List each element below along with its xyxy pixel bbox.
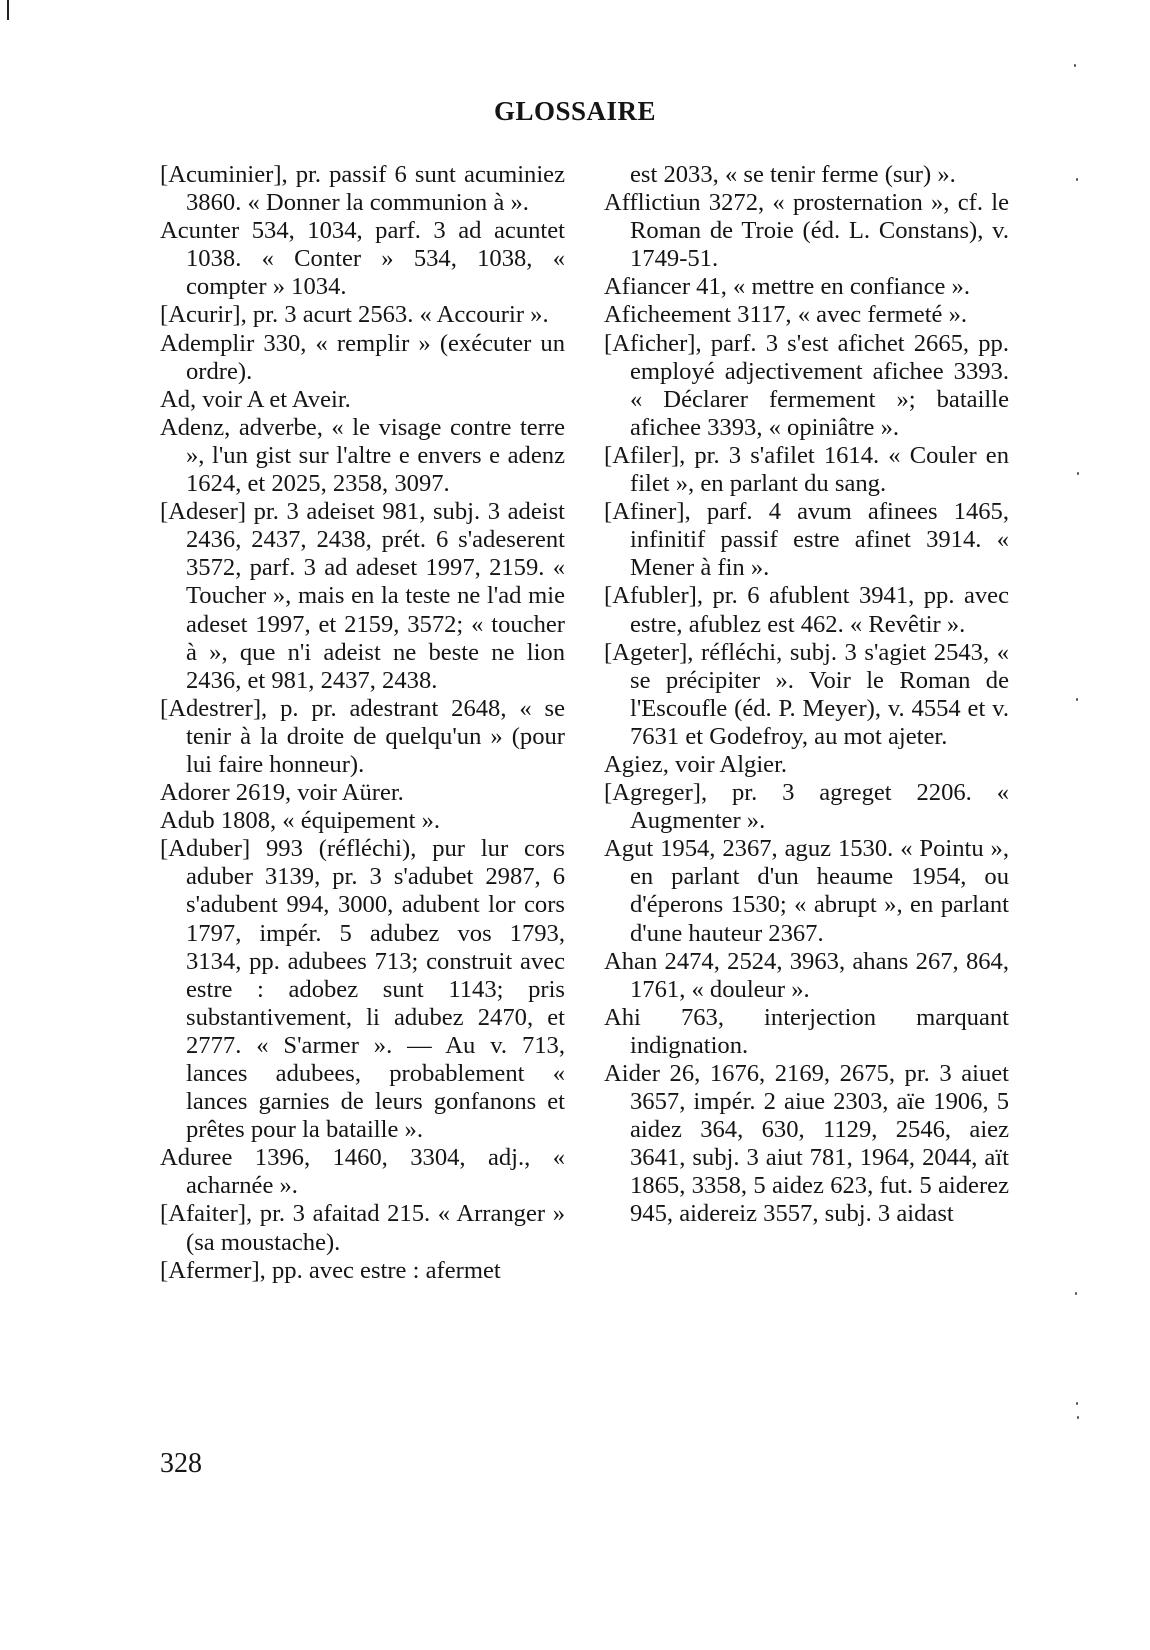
- glossary-column-right: [604, 161, 1009, 1229]
- glossary-entry: Acunter 534, 1034, parf. 3 ad acuntet 1038. « Conter » 534, 1038, « compter » 1034.: [160, 217, 565, 301]
- left-edge-mark: [7, 0, 9, 20]
- glossary-entry: [Agreger], pr. 3 agreget 2206. « Augmenter ».: [604, 779, 1009, 835]
- glossary-column-left: [160, 161, 565, 1285]
- glossary-entry: [Acuminier], pr. passif 6 sunt acuminiez 3860. « Donner la communion à ».: [160, 161, 565, 217]
- glossary-entry: Agiez, voir Algier.: [604, 750, 788, 778]
- glossary-entry: [Adeser] pr. 3 adeiset 981, subj. 3 adeist 2436, 2437, 2438, prét. 6 s'adeserent 3572, parf. 3 ad adeset 1997, 2159. « Toucher », mais en la teste ne l'ad mie adeset 1997, et 2159, 3572; « toucher à », que n'i adeist ne beste ne lion 2436, et 981, 2437, 2438.: [160, 498, 565, 694]
- speck: [1076, 1402, 1078, 1405]
- glossary-entry: Ahi 763, interjection marquant indignation.: [604, 1003, 1009, 1059]
- glossary-entry: Agut 1954, 2367, aguz 1530. « Pointu », en parlant d'un heaume 1954, ou d'éperons 1530; « abrupt », en parlant d'une hauteur 2367.: [604, 835, 1009, 947]
- glossary-entry: Afflictiun 3272, « prosternation », cf. le Roman de Troie (éd. L. Constans), v. 1749-51.: [604, 189, 1009, 273]
- glossary-entry: [Afiner], parf. 4 avum afinees 1465, infinitif passif estre afinet 3914. « Mener à fin ».: [604, 498, 1009, 582]
- glossary-entry: Aficheement 3117, « avec fermeté ».: [604, 301, 968, 329]
- speck: [1075, 1292, 1077, 1295]
- speck: [1077, 1416, 1079, 1419]
- glossary-entry: [Afaiter], pr. 3 afaitad 215. « Arranger » (sa moustache).: [160, 1200, 565, 1256]
- glossary-entry: Aider 26, 1676, 2169, 2675, pr. 3 aiuet 3657, impér. 2 aiue 2303, aïe 1906, 5 aidez 364, 630, 1129, 2546, aiez 3641, subj. 3 aiut 781, 1964, 2044, aït 1865, 3358, 5 aidez 623, fut. 5 aiderez 945, aidereiz 3557, subj. 3 aidast: [604, 1060, 1009, 1228]
- glossary-entry: Ahan 2474, 2524, 3963, ahans 267, 864, 1761, « douleur ».: [604, 947, 1009, 1003]
- glossary-entry: [Adestrer], p. pr. adestrant 2648, « se tenir à la droite de quelqu'un » (pour lui faire honneur).: [160, 694, 565, 778]
- glossary-entry: [Afermer], pp. avec estre : afermet: [160, 1256, 501, 1284]
- glossary-entry-continuation: est 2033, « se tenir ferme (sur) ».: [630, 161, 956, 188]
- page-title: GLOSSAIRE: [493, 96, 657, 126]
- glossary-entry: Adenz, adverbe, « le visage contre terre », l'un gist sur l'altre e envers e adenz 1624, et 2025, 2358, 3097.: [160, 413, 565, 498]
- glossary-entry: Adorer 2619, voir Aürer.: [160, 779, 404, 807]
- glossary-entry: [Ageter], réfléchi, subj. 3 s'agiet 2543, « se précipiter ». Voir le Roman de l'Escoufle (éd. P. Meyer), v. 4554 et v. 7631 et Godefroy, au mot ajeter.: [604, 638, 1009, 750]
- speck: [1074, 64, 1076, 67]
- glossary-entry: [Aficher], parf. 3 s'est afichet 2665, pp. employé adjectivement afichee 3393. « Déclarer fermement »; bataille afichee 3393, « opiniâtre ».: [604, 329, 1009, 441]
- glossary-entry: [Acurir], pr. 3 acurt 2563. « Accourir ».: [160, 301, 549, 329]
- speck: [1076, 698, 1078, 701]
- glossary-entry: [Aduber] 993 (réfléchi), pur lur cors aduber 3139, pr. 3 s'adubet 2987, 6 s'adubent 994, 3000, adubent lor cors 1797, impér. 5 adubez vos 1793, 3134, pp. adubees 713; construit avec estre : adobez sunt 1143; pris substantivement, li adubez 2470, et 2777. « S'armer ». — Au v. 713, lances adubees, probablement « lances garnies de leurs gonfanons et prêtes pour la bataille ».: [160, 835, 565, 1144]
- glossary-entry: Ad, voir A et Aveir.: [160, 385, 351, 413]
- glossary-entry: Afiancer 41, « mettre en confiance ».: [604, 273, 971, 301]
- page-number: 328: [160, 1448, 202, 1479]
- speck: [1077, 472, 1079, 475]
- glossary-entry: Aduree 1396, 1460, 3304, adj., « acharnée ».: [160, 1144, 565, 1200]
- glossary-entry: Ademplir 330, « remplir » (exécuter un ordre).: [160, 329, 565, 385]
- glossary-entry: [Afubler], pr. 6 afublent 3941, pp. avec estre, afublez est 462. « Revêtir ».: [604, 582, 1009, 638]
- speck: [1076, 178, 1078, 181]
- glossary-entry: Adub 1808, « équipement ».: [160, 807, 441, 835]
- glossary-entry: [Afiler], pr. 3 s'afilet 1614. « Couler en filet », en parlant du sang.: [604, 441, 1009, 498]
